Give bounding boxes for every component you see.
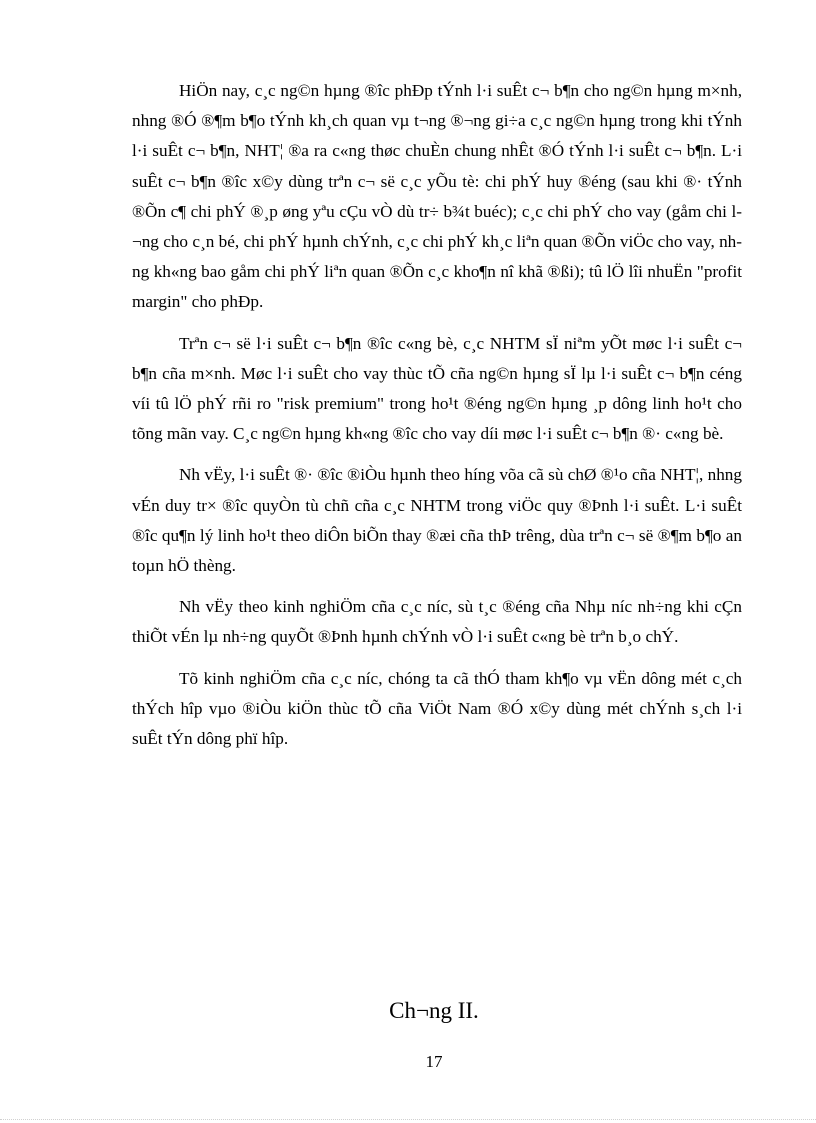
chapter-heading: Ch¬ng II. bbox=[389, 998, 479, 1023]
page-bottom-divider bbox=[0, 1119, 816, 1120]
paragraph-4: Nh vËy theo kinh nghiÖm cña c¸c níc, sù t¸c ®éng cña Nhµ níc nh÷ng khi cÇn thiÕt vÉn lµ nh÷ng quyÕt ®Þnh hµnh chÝnh vÒ l·i suÊt c«ng bè trªn b¸o chÝ. bbox=[132, 597, 742, 647]
paragraph-5: Tõ kinh nghiÖm cña c¸c níc, chóng ta cã thÓ tham kh¶o vµ vËn dông mét c¸ch thÝch hîp vµo ®iÒu kiÖn thùc tÕ cña ViÖt Nam ®Ó x©y dùng mét chÝnh s¸ch l·i suÊt tÝn dông phï hîp. bbox=[132, 668, 742, 749]
body-text bbox=[132, 76, 742, 765]
page-number: 17 bbox=[425, 1052, 443, 1071]
paragraph-2: Trªn c¬ së l·i suÊt c¬ b¶n ®îc c«ng bè, c¸c NHTM sÏ niªm yÕt møc l·i suÊt c¬ b¶n cña m×nh. Møc l·i suÊt cho vay thùc tÕ cña ng©n hµng sÏ lµ l·i suÊt c¬ b¶n céng víi tû lÖ phÝ rñi ro "risk premium" trong ho¹t ®éng ng©n hµng ¸p dông linh ho¹t cho tõng mãn vay. C¸c ng©n hµng kh«ng ®îc cho vay díi møc l·i suÊt c¬ b¶n ®· c«ng bè. bbox=[132, 333, 742, 444]
paragraph-3: Nh vËy, l·i suÊt ®· ®îc ®iÒu hµnh theo híng võa cã sù chØ ®¹o cña NHT¦, nhng vÉn duy tr× ®îc quyÒn tù chñ cña c¸c NHTM trong viÖc quy ®Þnh l·i suÊt. L·i suÊt ®îc qu¶n lý linh ho¹t theo diÔn biÕn thay ®æi cña thÞ trêng, dùa trªn c¬ së ®¶m b¶o an toµn hÖ thèng. bbox=[132, 465, 742, 576]
paragraph-1: HiÖn nay, c¸c ng©n hµng ®îc phÐp tÝnh l·i suÊt c¬ b¶n cho ng©n hµng m×nh, nhng ®Ó ®¶m b¶o tÝnh kh¸ch quan vµ t¬ng ®¬ng gi÷a c¸c ng©n hµng trong khi tÝnh l·i suÊt c¬ b¶n, NHT¦ ®a ra c«ng thøc chuÈn chung nhÊt ®Ó tÝnh l·i suÊt c¬ b¶n. L·i suÊt c¬ b¶n ®îc x©y dùng trªn c¬ së c¸c yÕu tè: chi phÝ huy ®éng (sau khi ®· tÝnh ®Õn c¶ chi phÝ ®¸p øng yªu cÇu vÒ dù tr÷ b¾t buéc); c¸c chi phÝ cho vay (gåm chi l¬ng cho c¸n bé, chi phÝ hµnh chÝnh, c¸c chi phÝ kh¸c liªn quan ®Õn viÖc cho vay, nhng kh«ng bao gåm chi phÝ liªn quan ®Õn c¸c kho¶n nî khã ®ßi); tû lÖ lîi nhuËn "profit margin" cho phÐp. bbox=[132, 81, 742, 312]
